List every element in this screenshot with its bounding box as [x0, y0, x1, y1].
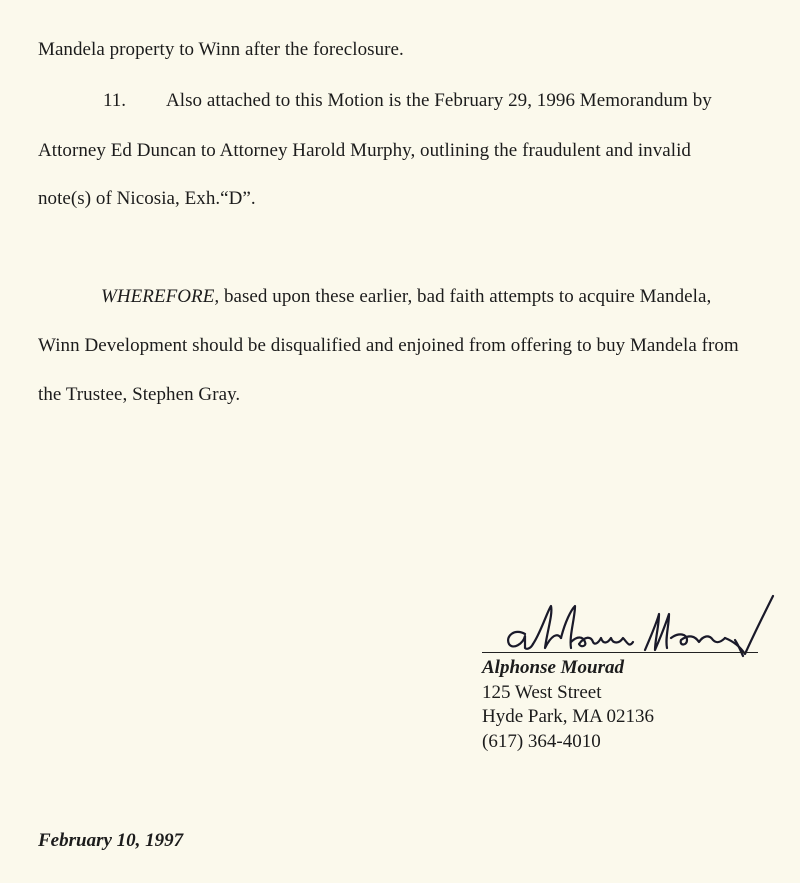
signer-name: [482, 656, 624, 680]
signature-line: [482, 652, 758, 653]
signer-name-text: Alphonse Mourad: [482, 657, 625, 678]
signer-phone: (617) 364-4010: [482, 731, 601, 752]
wherefore-lead: WHEREFORE,: [101, 286, 220, 307]
text-line-2: Also attached to this Motion is the February 29, 1996 Memorandum by: [166, 90, 712, 111]
wherefore-line-3: the Trustee, Stephen Gray.: [38, 384, 241, 405]
paragraph-number: 11.: [103, 90, 127, 111]
wherefore-line-1-rest: based upon these earlier, bad faith attempts to acquire Mandela,: [219, 286, 712, 307]
wherefore-line-1: [101, 285, 711, 309]
text-line-4: note(s) of Nicosia, Exh.“D”.: [38, 188, 256, 209]
signer-city: Hyde Park, MA 02136: [482, 706, 655, 727]
text-line-1: Mandela property to Winn after the foreclosure.: [38, 39, 404, 60]
document-date: February 10, 1997: [38, 830, 184, 851]
wherefore-line-2: Winn Development should be disqualified and enjoined from offering to buy Mandela from: [38, 335, 739, 356]
signer-street: 125 West Street: [482, 682, 602, 703]
text-line-3: Attorney Ed Duncan to Attorney Harold Murphy, outlining the fraudulent and invalid: [38, 140, 691, 161]
